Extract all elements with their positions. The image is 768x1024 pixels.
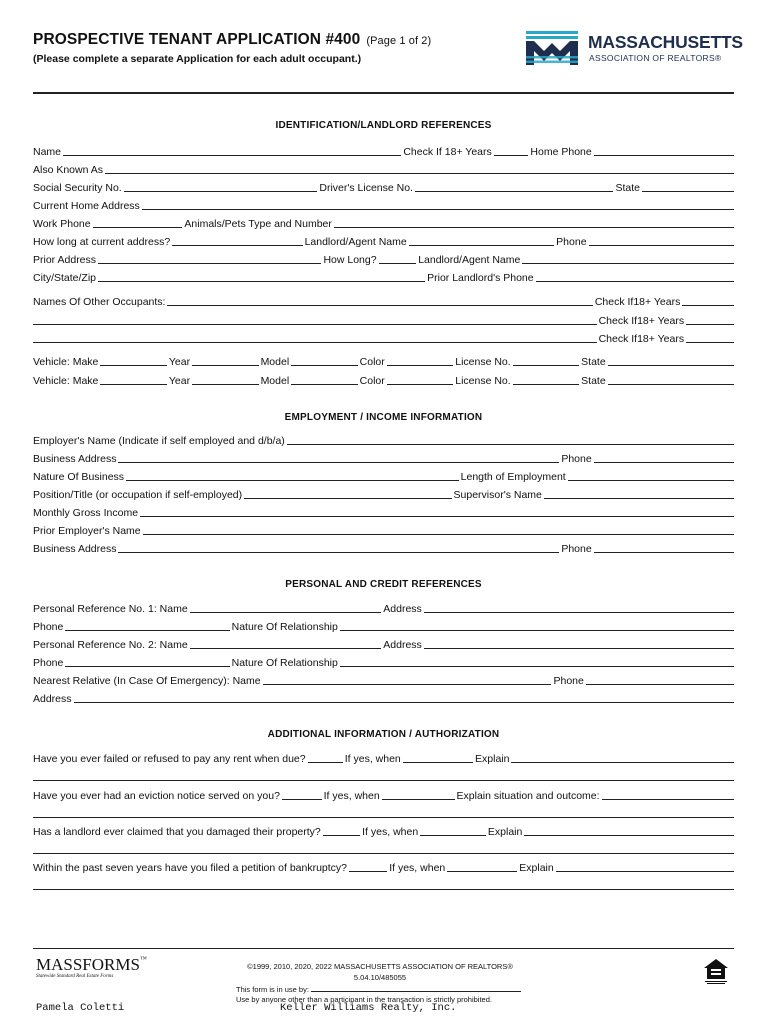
vehicle-2-make-field[interactable] bbox=[100, 384, 166, 385]
q2-answer-field[interactable] bbox=[282, 799, 322, 800]
row-business-address bbox=[33, 451, 734, 465]
q1-answer-field[interactable] bbox=[308, 762, 343, 763]
business-address-field[interactable] bbox=[118, 462, 559, 463]
check-18-field[interactable] bbox=[494, 155, 529, 156]
label-ssn: Social Security No. bbox=[33, 182, 122, 194]
label-year: Year bbox=[168, 356, 191, 368]
row-ssn bbox=[33, 180, 734, 194]
label-ref1-phone: Phone bbox=[33, 621, 64, 633]
label-check-18-occ2: Check If18+ Years bbox=[598, 315, 685, 327]
label-nature-business: Nature Of Business bbox=[33, 471, 125, 483]
ref2-name-field[interactable] bbox=[190, 648, 382, 649]
label-color: Color bbox=[359, 356, 385, 368]
label-employer: Employer's Name (Indicate if self employed and d/b/a) bbox=[33, 435, 285, 447]
label-length-employment: Length of Employment bbox=[460, 471, 566, 483]
label-q1: Have you ever failed or refused to pay any rent when due? bbox=[33, 753, 306, 765]
prior-landlord-agent-field[interactable] bbox=[522, 263, 734, 264]
monthly-income-field[interactable] bbox=[140, 516, 734, 517]
pets-field[interactable] bbox=[334, 227, 734, 228]
label-relative-phone: Phone bbox=[553, 675, 584, 687]
label-ref2-name: Personal Reference No. 2: Name bbox=[33, 639, 188, 651]
row-q1 bbox=[33, 751, 734, 765]
label-ref2-phone: Phone bbox=[33, 657, 64, 669]
relative-name-field[interactable] bbox=[263, 684, 552, 685]
how-long-field[interactable] bbox=[379, 263, 417, 264]
vehicle-1-license-field[interactable] bbox=[513, 365, 579, 366]
row-vehicle-1 bbox=[33, 354, 734, 368]
label-landlord-agent: Landlord/Agent Name bbox=[304, 236, 407, 248]
label-prior-business-phone: Phone bbox=[561, 543, 592, 555]
row-prior-business-address bbox=[33, 541, 734, 555]
ref1-phone-field[interactable] bbox=[65, 630, 229, 631]
q4-explain-field[interactable] bbox=[556, 871, 734, 872]
row-how-long-current bbox=[33, 234, 734, 248]
label-ref2-address: Address bbox=[383, 639, 422, 651]
row-vehicle-2 bbox=[33, 373, 734, 387]
row-relative-address bbox=[33, 691, 734, 705]
prior-business-address-field[interactable] bbox=[118, 552, 559, 553]
position-field[interactable] bbox=[244, 498, 451, 499]
row-nature-business bbox=[33, 469, 734, 483]
in-use-label: This form is in use by: bbox=[236, 985, 309, 994]
row-employer bbox=[33, 433, 734, 447]
label-q2-explain: Explain situation and outcome: bbox=[456, 790, 600, 802]
label-prior-landlord-agent: Landlord/Agent Name bbox=[418, 254, 521, 266]
row-q2 bbox=[33, 788, 734, 802]
row-aka bbox=[33, 162, 734, 176]
form-subtitle: (Please complete a separate Application for each adult occupant.) bbox=[33, 53, 362, 65]
business-phone-field[interactable] bbox=[594, 462, 734, 463]
row-ref2-phone bbox=[33, 655, 734, 669]
q3-explain-field[interactable] bbox=[524, 835, 734, 836]
label-state: State bbox=[615, 182, 641, 194]
row-ref1-phone bbox=[33, 619, 734, 633]
massforms-trademark: ™ bbox=[139, 955, 147, 963]
label-q3-explain: Explain bbox=[487, 826, 523, 838]
q2-when-field[interactable] bbox=[382, 799, 455, 800]
vehicle-1-year-field[interactable] bbox=[192, 365, 258, 366]
prior-address-field[interactable] bbox=[98, 263, 321, 264]
city-state-zip-field[interactable] bbox=[98, 281, 425, 282]
label-q4-explain: Explain bbox=[519, 862, 554, 874]
prior-landlord-phone-field[interactable] bbox=[536, 281, 734, 282]
label-vehicle-make: Vehicle: Make bbox=[33, 356, 99, 368]
mar-logo-mark-icon bbox=[526, 31, 578, 65]
vehicle-2-year-field[interactable] bbox=[192, 384, 258, 385]
nature-business-field[interactable] bbox=[126, 480, 459, 481]
other-occupant-3-field[interactable] bbox=[33, 342, 597, 343]
q4-when-field[interactable] bbox=[447, 871, 517, 872]
label-ref1-address: Address bbox=[383, 603, 422, 615]
landlord-agent-field[interactable] bbox=[409, 245, 554, 246]
label-q2: Have you ever had an eviction notice served on you? bbox=[33, 790, 280, 802]
ref2-relationship-field[interactable] bbox=[340, 666, 734, 667]
q1-when-field[interactable] bbox=[403, 762, 473, 763]
label-check-18-occ1: Check If18+ Years bbox=[594, 296, 681, 308]
vehicle-2-license-field[interactable] bbox=[513, 384, 579, 385]
q3-when-field[interactable] bbox=[420, 835, 486, 836]
label-aka: Also Known As bbox=[33, 164, 104, 176]
vehicle-1-make-field[interactable] bbox=[100, 365, 166, 366]
section-heading-additional: ADDITIONAL INFORMATION / AUTHORIZATION bbox=[267, 729, 500, 740]
vehicle-1-color-field[interactable] bbox=[387, 365, 453, 366]
label-model: Model bbox=[260, 375, 290, 387]
label-q3: Has a landlord ever claimed that you damaged their property? bbox=[33, 826, 321, 838]
label-ref1-relationship: Nature Of Relationship bbox=[231, 621, 338, 633]
label-phone: Phone bbox=[556, 236, 587, 248]
q2-explain-cont-field[interactable] bbox=[33, 817, 734, 818]
logo-subtitle: ASSOCIATION OF REALTORS® bbox=[589, 53, 722, 63]
label-vehicle-state: State bbox=[581, 356, 606, 368]
copyright-notice: ©1999, 2010, 2020, 2022 MASSACHUSETTS ASSOCIATION OF REALTORS® bbox=[247, 962, 513, 971]
label-q1-if-yes: If yes, when bbox=[344, 753, 401, 765]
label-how-long: How Long? bbox=[323, 254, 377, 266]
form-title bbox=[33, 31, 431, 49]
label-license: License No. bbox=[455, 356, 511, 368]
ref1-name-field[interactable] bbox=[190, 612, 382, 613]
label-color: Color bbox=[359, 375, 385, 387]
section-heading-identification: IDENTIFICATION/LANDLORD REFERENCES bbox=[275, 120, 492, 131]
row-prior-employer bbox=[33, 523, 734, 537]
mar-logo bbox=[526, 31, 743, 67]
row-q3-cont bbox=[33, 842, 734, 856]
label-ref2-relationship: Nature Of Relationship bbox=[231, 657, 338, 669]
label-q2-if-yes: If yes, when bbox=[323, 790, 380, 802]
ref2-address-field[interactable] bbox=[424, 648, 734, 649]
massforms-logo bbox=[36, 955, 147, 975]
in-use-field[interactable] bbox=[311, 991, 521, 992]
label-prior-business-address: Business Address bbox=[33, 543, 117, 555]
q2-explain-field[interactable] bbox=[602, 799, 734, 800]
label-prior-employer: Prior Employer's Name bbox=[33, 525, 141, 537]
vehicle-2-model-field[interactable] bbox=[291, 384, 357, 385]
label-pets: Animals/Pets Type and Number bbox=[184, 218, 332, 230]
label-work-phone: Work Phone bbox=[33, 218, 91, 230]
name-field[interactable] bbox=[63, 155, 401, 156]
label-q4: Within the past seven years have you filed a petition of bankruptcy? bbox=[33, 862, 348, 874]
ref1-relationship-field[interactable] bbox=[340, 630, 734, 631]
label-name: Name bbox=[33, 146, 62, 158]
row-work-phone bbox=[33, 216, 734, 230]
row-q2-cont bbox=[33, 806, 734, 820]
prohibited-notice: Use by anyone other than a participant in the transaction is strictly prohibited. bbox=[236, 995, 492, 1004]
check-18-occ2-field[interactable] bbox=[686, 324, 734, 325]
row-q4-cont bbox=[33, 878, 734, 892]
label-home-phone: Home Phone bbox=[530, 146, 592, 158]
label-current-address: Current Home Address bbox=[33, 200, 140, 212]
q3-explain-cont-field[interactable] bbox=[33, 853, 734, 854]
row-position bbox=[33, 487, 734, 501]
label-model: Model bbox=[260, 356, 290, 368]
row-monthly-income bbox=[33, 505, 734, 519]
relative-address-field[interactable] bbox=[74, 702, 734, 703]
label-position: Position/Title (or occupation if self-employed) bbox=[33, 489, 243, 501]
brokerage-name: Keller Williams Realty, Inc. bbox=[280, 1002, 457, 1014]
section-heading-employment: EMPLOYMENT / INCOME INFORMATION bbox=[284, 412, 483, 423]
row-other-occupants-1 bbox=[33, 294, 734, 308]
label-relative-address: Address bbox=[33, 693, 72, 705]
form-title-text: PROSPECTIVE TENANT APPLICATION #400 bbox=[33, 31, 361, 48]
current-address-field[interactable] bbox=[142, 209, 734, 210]
page-indicator: (Page 1 of 2) bbox=[366, 35, 432, 47]
label-prior-landlord-phone: Prior Landlord's Phone bbox=[427, 272, 534, 284]
header-rule bbox=[33, 92, 734, 94]
landlord-phone-field[interactable] bbox=[589, 245, 734, 246]
label-vehicle-make: Vehicle: Make bbox=[33, 375, 99, 387]
label-q3-if-yes: If yes, when bbox=[362, 826, 419, 838]
supervisor-field[interactable] bbox=[544, 498, 734, 499]
row-q1-cont bbox=[33, 769, 734, 783]
row-other-occupants-2 bbox=[33, 313, 734, 327]
label-relative: Nearest Relative (In Case Of Emergency): Name bbox=[33, 675, 261, 687]
label-prior-address: Prior Address bbox=[33, 254, 97, 266]
row-city-state-zip bbox=[33, 270, 734, 284]
q3-answer-field[interactable] bbox=[323, 835, 360, 836]
label-other-occupants: Names Of Other Occupants: bbox=[33, 296, 166, 308]
footer-rule bbox=[33, 948, 734, 949]
label-business-address: Business Address bbox=[33, 453, 117, 465]
label-check-18: Check If 18+ Years bbox=[403, 146, 492, 158]
other-occupant-2-field[interactable] bbox=[33, 324, 597, 325]
q1-explain-cont-field[interactable] bbox=[33, 780, 734, 781]
label-city-state-zip: City/State/Zip bbox=[33, 272, 97, 284]
check-18-occ1-field[interactable] bbox=[682, 305, 734, 306]
label-license: License No. bbox=[455, 375, 511, 387]
vehicle-2-color-field[interactable] bbox=[387, 384, 453, 385]
drivers-license-field[interactable] bbox=[415, 191, 614, 192]
q1-explain-field[interactable] bbox=[511, 762, 734, 763]
agent-name: Pamela Coletti bbox=[36, 1002, 125, 1014]
row-q4 bbox=[33, 860, 734, 874]
label-q1-explain: Explain bbox=[475, 753, 510, 765]
ref2-phone-field[interactable] bbox=[65, 666, 229, 667]
in-use-by bbox=[236, 985, 521, 994]
label-how-long-current: How long at current address? bbox=[33, 236, 171, 248]
prior-business-phone-field[interactable] bbox=[594, 552, 734, 553]
vehicle-1-state-field[interactable] bbox=[608, 365, 734, 366]
section-heading-references: PERSONAL AND CREDIT REFERENCES bbox=[285, 579, 482, 590]
vehicle-2-state-field[interactable] bbox=[608, 384, 734, 385]
row-name bbox=[33, 144, 734, 158]
equal-housing-icon bbox=[702, 957, 730, 985]
length-employment-field[interactable] bbox=[568, 480, 734, 481]
q4-answer-field[interactable] bbox=[349, 871, 387, 872]
form-code: 5.04.10/485055 bbox=[353, 973, 407, 982]
ssn-field[interactable] bbox=[124, 191, 318, 192]
row-ref2-name bbox=[33, 637, 734, 651]
label-supervisor: Supervisor's Name bbox=[453, 489, 542, 501]
label-ref1-name: Personal Reference No. 1: Name bbox=[33, 603, 188, 615]
row-relative bbox=[33, 673, 734, 687]
row-q3 bbox=[33, 824, 734, 838]
employer-field[interactable] bbox=[287, 444, 734, 445]
row-ref1-name bbox=[33, 601, 734, 615]
ref1-address-field[interactable] bbox=[424, 612, 734, 613]
massforms-tagline: Statewide Standard Real Estate Forms bbox=[36, 974, 114, 979]
state-field[interactable] bbox=[642, 191, 734, 192]
label-q4-if-yes: If yes, when bbox=[389, 862, 446, 874]
label-year: Year bbox=[168, 375, 191, 387]
label-drivers-license: Driver's License No. bbox=[319, 182, 413, 194]
prior-employer-field[interactable] bbox=[143, 534, 734, 535]
row-other-occupants-3 bbox=[33, 331, 734, 345]
check-18-occ3-field[interactable] bbox=[686, 342, 734, 343]
other-occupant-1-field[interactable] bbox=[167, 305, 592, 306]
label-business-phone: Phone bbox=[561, 453, 592, 465]
how-long-current-field[interactable] bbox=[172, 245, 302, 246]
vehicle-1-model-field[interactable] bbox=[291, 365, 357, 366]
relative-phone-field[interactable] bbox=[586, 684, 734, 685]
label-vehicle-state: State bbox=[581, 375, 606, 387]
aka-field[interactable] bbox=[105, 173, 734, 174]
home-phone-field[interactable] bbox=[594, 155, 734, 156]
logo-name: MASSACHUSETTS bbox=[588, 32, 743, 52]
row-prior-address bbox=[33, 252, 734, 266]
row-current-address bbox=[33, 198, 734, 212]
label-check-18-occ3: Check If18+ Years bbox=[598, 333, 685, 345]
work-phone-field[interactable] bbox=[93, 227, 183, 228]
q4-explain-cont-field[interactable] bbox=[33, 889, 734, 890]
label-monthly-income: Monthly Gross Income bbox=[33, 507, 139, 519]
massforms-logo-text: MASSFORMS bbox=[36, 955, 140, 974]
